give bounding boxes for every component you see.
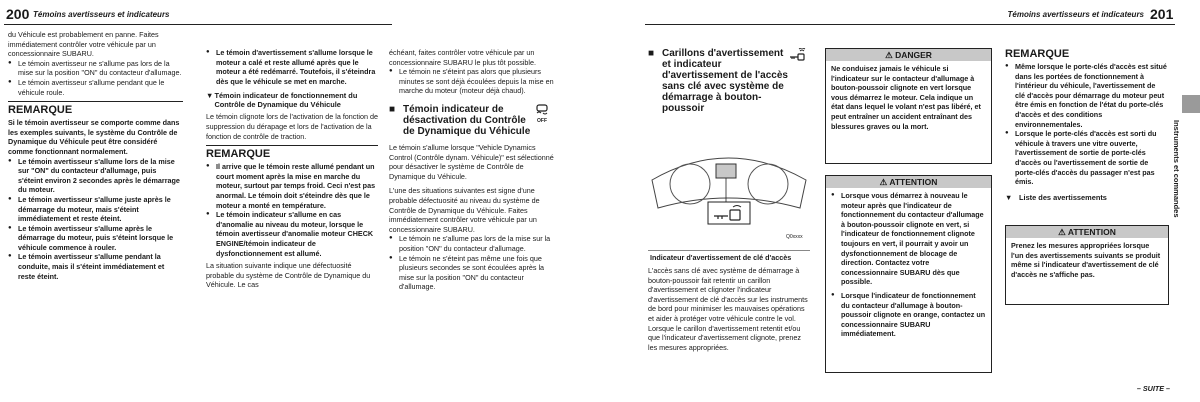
triangle-marker-icon: ▼ [1005,192,1013,202]
side-tab-block [1182,95,1200,113]
right-col3 [1005,48,1167,202]
danger-text: Ne conduisez jamais le véhicule si l'indicateur sur le contacteur d'allumage à bouton-poussoir clignote en vert lorsque vous démarrez le moteur. Cela indique un état dans lequel le volant n'est pas libéré, et peut entraîner un accident entraînant des blessures graves ou la mort. [831,64,981,131]
left-col2-section-heading [206,91,378,109]
figure-code: Q0xxxx [786,234,803,240]
list-item: ● Le témoin ne s'allume pas lors de la mise sur la position "ON" du contacteur d'allumage. [389,234,557,253]
vdc-off-icon [531,104,553,137]
square-marker-icon: ■ [648,48,655,59]
list-item: ● Le témoin avertisseur s'allume pendant la conduite, mais il s'éteint immédiatement et reste éteint. [8,252,183,281]
right-col1 [648,48,808,114]
list-item: ● Lorsque le porte-clés d'accès est sorti du véhicule à travers une vitre ouverte, l'avertissement de sortie de porte-clés d'accès ou l'avertissement de sortie de porte-clés d'accès du passager n'est pas émis. [1005,129,1167,187]
section-title: Témoin indicateur de fonctionnement du Contrôle de Dynamique du Véhicule [214,91,358,110]
cluster-illustration [648,140,810,248]
right-col1-heading-block [648,48,808,114]
left-col2 [206,48,378,290]
left-col2-remarque-title: REMARQUE [206,148,271,161]
right-page-header: Témoins avertisseurs et indicateurs [1007,10,1144,19]
list-item: ● Le témoin avertisseur ne s'allume pas lors de la mise sur la position "ON" du contacteur d'allumage. [8,59,183,78]
left-page-number: 200 [6,6,30,22]
triangle-marker-icon: ▼ [206,91,214,101]
skidding-car-icon [534,104,550,116]
list-item: ● Il arrive que le témoin reste allumé pendant un court moment après la mise en marche du moteur, surtout par temps froid. Ceci n'est pas anormal. Le témoin doit s'éteindre dès que le moteur a monté en température. [206,162,378,210]
left-col1-remarque-title: REMARQUE [8,104,73,117]
remarque-rule [206,145,378,146]
list-item: ● Même lorsque le porte-clés d'accès est situé dans les portées de fonctionnement à l'intérieur du véhicule, l'avertissement de clé d'accès pour démarrage du moteur peut être émis en fonction de l'état du porte-clés d'accès et des conditions environnementales. [1005,62,1167,129]
right-col1-para2: Lorsque le carillon d'avertissement retentit et/ou que l'indicateur d'avertissement clignote, prenez les mesures appropriées. [648,323,801,352]
list-item: ● Le témoin avertisseur s'allume après le démarrage du moteur, puis s'éteint lorsque le véhicule commence à rouler. [8,224,183,253]
list-item: ● Lorsque l'indicateur de fonctionnement du contacteur d'allumage à bouton-poussoir clignote en orange, contactez un concessionnaire SUBARU immédiatement. [831,291,986,339]
list-item: ● Le témoin indicateur s'allume en cas d'anomalie au niveau du moteur, lorsque le témoin avertisseur d'anomalie moteur CHECK ENGINE/témoin indicateur de dysfonctionnement est allumé. [206,210,378,258]
left-col1 [8,30,183,281]
list-title: Liste des avertissements [1019,192,1107,202]
right-col1-body [648,266,810,352]
left-col3-intro: échéant, faites contrôler votre véhicule par un concessionnaire SUBARU le plus tôt possible. [389,48,537,67]
left-col3-para2: L'une des situations suivantes est signe d'une probable défectuosité au niveau du système de Contrôle de Dynamique du Véhicule. Faites immédiatement contrôler votre véhicule par un concessionnaire SUBARU. [389,186,540,234]
attention-title-2: ATTENTION [1067,227,1116,237]
right-header-rule [645,24,1175,25]
left-col1-bullets [8,59,183,97]
danger-box [825,48,992,164]
right-col1-heading: Carillons d'avertissement et indicateur d'avertissement de l'accès sans clé avec système de démarrage à bouton-poussoir [662,48,788,114]
list-item: ● Le témoin ne s'éteint pas même une fois que plusieurs secondes se sont écoulées après la mise sur la position "ON" du contacteur d'allumage. [389,254,557,292]
left-col3-heading-block [389,104,557,137]
left-col3-heading: Témoin indicateur de désactivation du Contrôle de Dynamique du Véhicule [403,103,531,137]
remarque-rule [8,101,183,102]
attention-box [825,175,992,373]
danger-title: DANGER [895,50,932,60]
left-col3-para1: Le témoin s'allume lorsque "Vehicle Dynamics Control (Contrôle dynam. Véhicule)" est sélectionné pour désactiver le système de Contrôle de Dynamique du Véhicule. [389,142,554,181]
figure-caption: Indicateur d'avertissement de clé d'accès [650,253,792,262]
right-col3-remarque-title: REMARQUE [1005,48,1070,60]
left-col1-remarque-bullets [8,157,183,282]
attention-header-2 [1006,226,1168,238]
right-col1-para1: L'accès sans clé avec système de démarrage à bouton-poussoir fait retentir un carillon d'avertissement et clignoter l'indicateur d'avertissement de clé d'accès sur les instruments de bord pour minimiser les mauvaises opérations et aider à protéger votre véhicule contre le vol. [648,266,808,323]
left-header-rule [4,24,392,25]
list-item: ● Le témoin d'avertissement s'allume lorsque le moteur a calé et reste allumé après que le moteur a été redémarré. Toutefois, il s'éteindra dès que le véhicule se met en marche. [206,48,378,86]
figure-rule [648,250,810,251]
list-item: ● Le témoin avertisseur s'allume lors de la mise sur "ON" du contacteur d'allumage, puis s'éteint environ 2 secondes après le démarrage du moteur. [8,157,183,195]
left-col1-intro: du Véhicule est probablement en panne. Faites immédiatement contrôler votre véhicule par un concessionnaire SUBARU. [8,30,159,59]
key-warning-icon [788,48,808,114]
danger-header [826,49,991,61]
warning-triangle-icon: ⚠ [885,50,893,60]
list-item: ● Le témoin ne s'éteint pas alors que plusieurs minutes se sont déjà écoulées depuis la mise en marche du moteur (moteur déjà chaud). [389,67,557,96]
warning-list-heading [1005,193,1167,202]
left-col2-outro: La situation suivante indique une défectuosité probable du système de Contrôle de Dynamique du Véhicule. Le cas [206,261,371,290]
left-col2-section-text: Le témoin clignote lors de l'activation de la fonction de suppression du dérapage et lors de l'activation de la fonction de contrôle de traction. [206,112,378,141]
list-item: ● Lorsque vous démarrez à nouveau le moteur après que l'indicateur de fonctionnement du contacteur d'allumage à bouton-poussoir clignote en vert, si l'indicateur de fonctionnement clignote toujours en vert, il pourrait y avoir un dysfonctionnement de blocage de direction. Contactez votre concessionnaire SUBARU dès que possible. [831,191,986,287]
list-item: ● Le témoin avertisseur s'allume juste après le démarrage du moteur, mais s'éteint immédiatement et reste éteint. [8,195,183,224]
attention-header [826,176,991,188]
warning-triangle-icon: ⚠ [879,177,888,187]
side-tab-label: Instruments et commandes [1172,120,1181,218]
right-page-number: 201 [1150,6,1174,22]
attention-text-2: Prenez les mesures appropriées lorsque l'un des avertissements suivants se produit même si l'indicateur d'avertissement de clé d'accès ne s'affiche pas. [1011,241,1161,279]
left-col1-remarque-intro: Si le témoin avertisseur se comporte comme dans les exemples suivants, le système du Contrôle de Dynamique du Véhicule peut être considéré comme fonctionnant normalement. [8,118,180,156]
warning-triangle-icon: ⚠ [1058,227,1066,237]
continued-footer: – SUITE – [1136,384,1170,393]
attention-box-2 [1005,225,1169,305]
list-item: ● Le témoin avertisseur s'allume pendant que le véhicule roule. [8,78,183,97]
square-marker-icon: ■ [389,103,396,115]
off-label: OFF [537,117,547,124]
left-col3 [389,48,557,292]
attention-title: ATTENTION [889,177,938,187]
instrument-cluster-figure [648,140,810,248]
left-page-header: Témoins avertisseurs et indicateurs [33,10,170,19]
